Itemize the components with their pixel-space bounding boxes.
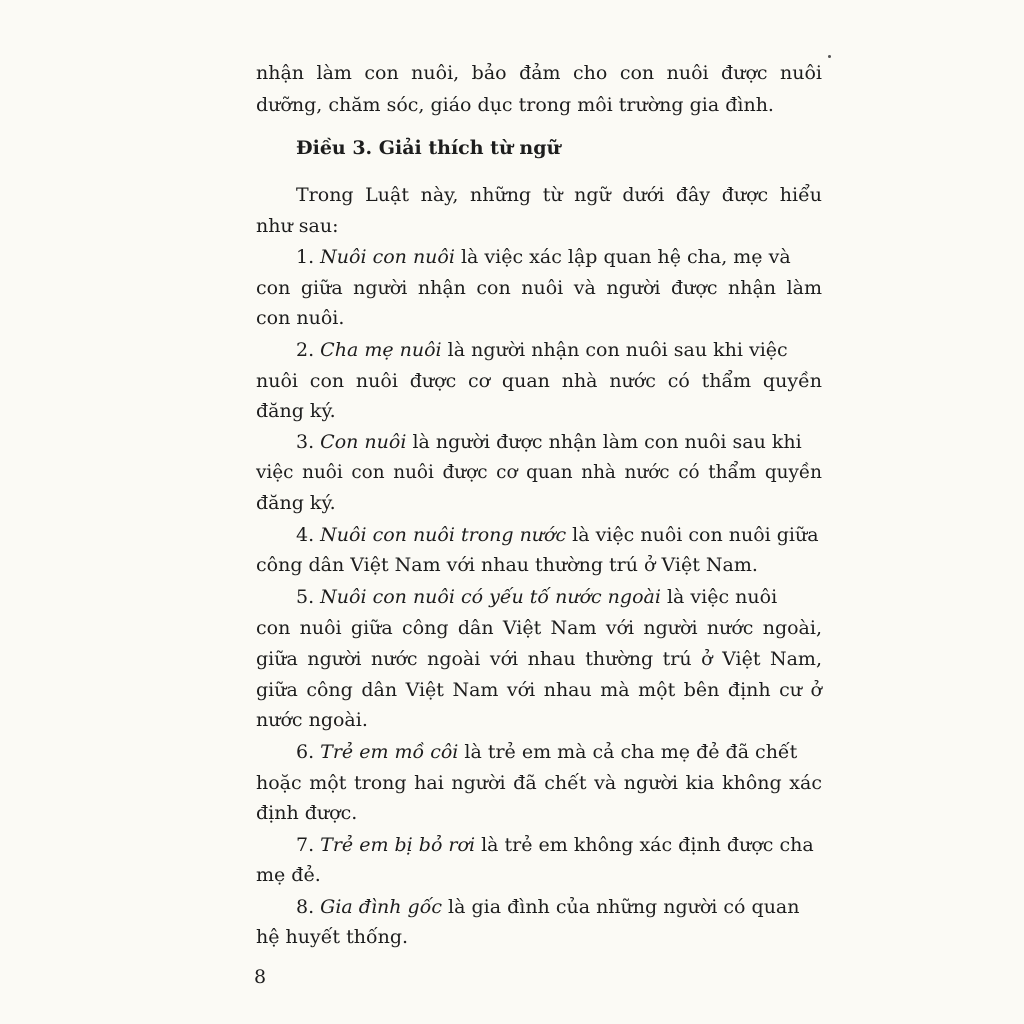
defined-term: Nuôi con nuôi: [320, 246, 455, 268]
item-number: 5.: [296, 586, 321, 608]
item-number: 1.: [296, 246, 321, 268]
text-line: con nuôi giữa công dân Việt Nam với người nước ngoài,: [256, 617, 822, 639]
definition-text: là gia đình của những người có quan: [441, 896, 800, 918]
ink-speck: [828, 55, 831, 58]
definition-text: là trẻ em mà cả cha mẹ đẻ đã chết: [458, 741, 798, 763]
defined-term: Trẻ em mồ côi: [320, 741, 459, 763]
definition-text: là việc nuôi con nuôi giữa: [566, 524, 819, 546]
definition-line: [296, 335, 788, 365]
text-line: đăng ký.: [256, 492, 336, 514]
item-number: 6.: [296, 741, 321, 763]
defined-term: Con nuôi: [320, 431, 407, 453]
text-line: việc nuôi con nuôi được cơ quan nhà nước có thẩm quyền: [256, 462, 822, 483]
text-line: dưỡng, chăm sóc, giáo dục trong môi trường gia đình.: [256, 94, 774, 116]
definition-line: [296, 737, 797, 767]
text-line: giữa người nước ngoài với nhau thường trú ở Việt Nam,: [256, 648, 822, 670]
text-line: định được.: [256, 802, 358, 824]
definition-line: [296, 830, 814, 860]
definition-text: là việc nuôi: [660, 586, 778, 608]
text-line: mẹ đẻ.: [256, 864, 321, 886]
text-line: như sau:: [256, 215, 339, 237]
text-line: nuôi con nuôi được cơ quan nhà nước có thẩm quyền: [256, 370, 822, 392]
item-number: 4.: [296, 524, 321, 546]
page-number: 8: [254, 966, 267, 988]
item-number: 2.: [296, 339, 321, 361]
text-line: nhận làm con nuôi, bảo đảm cho con nuôi được nuôi: [256, 62, 822, 84]
text-line: giữa công dân Việt Nam với nhau mà một bên định cư ở: [256, 679, 822, 701]
text-line: công dân Việt Nam với nhau thường trú ở Việt Nam.: [256, 554, 758, 576]
definition-line: [296, 242, 791, 272]
text-line: con nuôi.: [256, 307, 345, 329]
article-heading: Điều 3. Giải thích từ ngữ: [296, 137, 561, 159]
definition-line: [296, 582, 777, 612]
defined-term: Nuôi con nuôi trong nước: [320, 524, 567, 546]
item-number: 7.: [296, 834, 321, 856]
item-number: 3.: [296, 431, 321, 453]
text-line: con giữa người nhận con nuôi và người được nhận làm: [256, 277, 822, 299]
definition-line: [296, 520, 819, 550]
text-line: đăng ký.: [256, 400, 336, 422]
defined-term: Cha mẹ nuôi: [320, 339, 442, 361]
definition-text: là việc xác lập quan hệ cha, mẹ và: [454, 246, 791, 268]
defined-term: Trẻ em bị bỏ rơi: [320, 834, 476, 856]
text-line: hệ huyết thống.: [256, 926, 409, 948]
text-line: hoặc một trong hai người đã chết và người kia không xác: [256, 772, 822, 794]
definition-text: là người được nhận làm con nuôi sau khi: [406, 431, 802, 453]
text-line: nước ngoài.: [256, 709, 368, 731]
text-line: Trong Luật này, những từ ngữ dưới đây được hiểu: [296, 184, 822, 206]
defined-term: Nuôi con nuôi có yếu tố nước ngoài: [320, 586, 661, 608]
defined-term: Gia đình gốc: [320, 896, 442, 918]
definition-line: [296, 427, 802, 457]
definition-text: là người nhận con nuôi sau khi việc: [441, 339, 788, 361]
definition-text: là trẻ em không xác định được cha: [475, 834, 814, 856]
item-number: 8.: [296, 896, 321, 918]
definition-line: [296, 892, 800, 922]
